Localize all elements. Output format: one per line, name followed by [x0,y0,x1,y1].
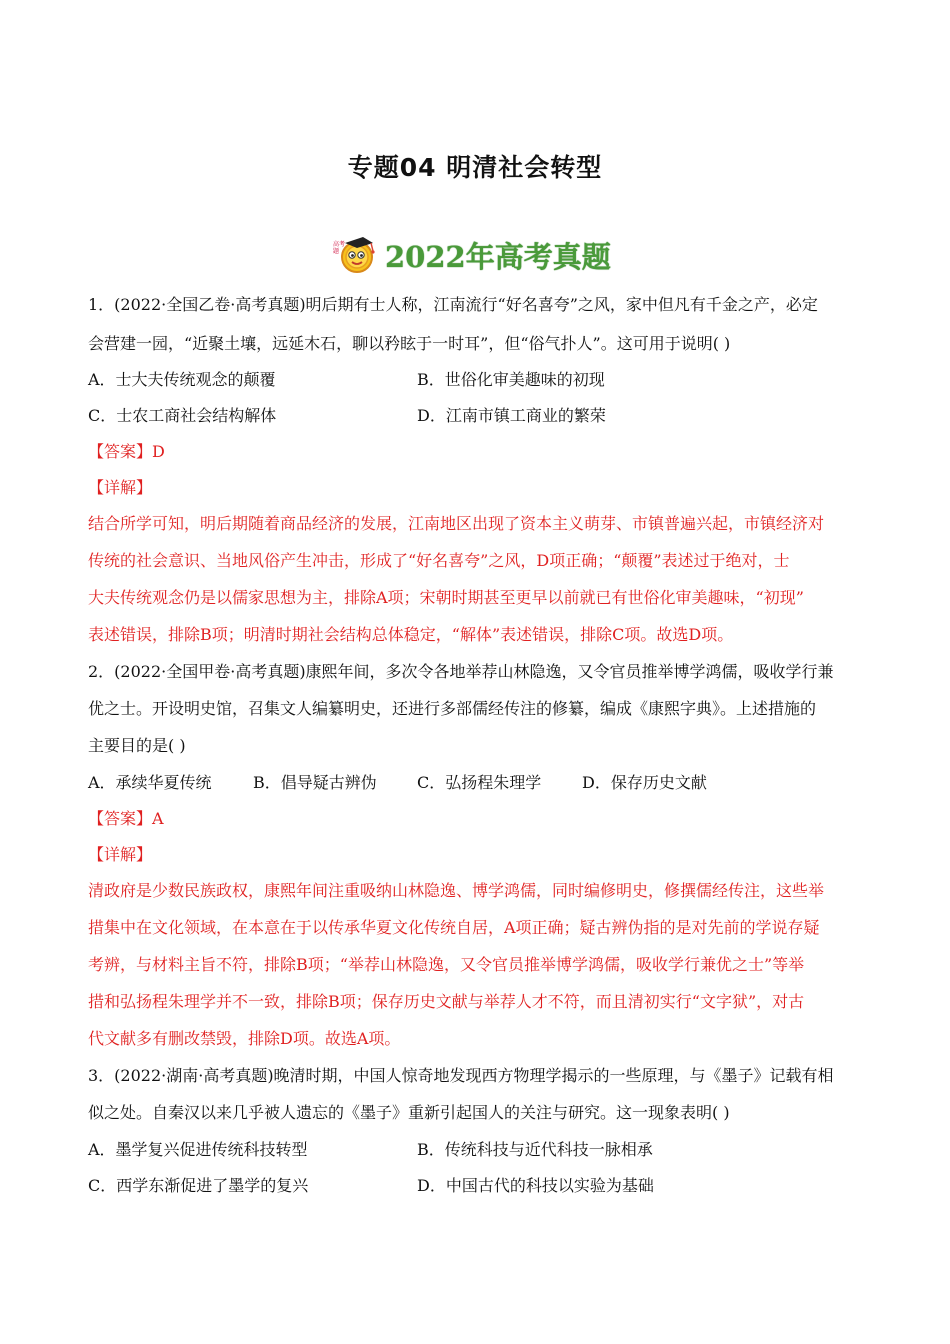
q1-detail-line-3: 大夫传统观念仍是以儒家思想为主，排除A项；宋朝时期甚至更早以前就已有世俗化审美趣味，“初现” [88,588,804,607]
banner-text: 2022年高考真题 [385,239,611,274]
q2-detail-line-5: 代文献多有删改禁毁，排除D项。故选A项。 [88,1029,401,1048]
q1-option-a: A．士大夫传统观念的颠覆 [88,370,276,389]
page-title: 专题04 明清社会转型 [347,153,603,182]
q3-option-d: D．中国古代的科技以实验为基础 [417,1176,654,1195]
q2-detail-line-2: 措集中在文化领域，在本意在于以传承华夏文化传统自居，A项正确；疑古辨伪指的是对先前的学说存疑 [88,918,820,937]
q2-line-1: 2．(2022·全国甲卷·高考真题)康熙年间，多次令各地举荐山林隐逸，又令官员推举博学鸿儒，吸收学行兼 [88,662,834,681]
q3-option-b: B．传统科技与近代科技一脉相承 [417,1140,653,1159]
q2-detail-line-4: 措和弘扬程朱理学并不一致，排除B项；保存历史文献与举荐人才不符，而且清初实行“文字狱”，对古 [88,992,805,1011]
q2-option-b: B．倡导疑古辨伪 [253,773,377,792]
q1-line-1: 1．(2022·全国乙卷·高考真题)明后期有士人称，江南流行“好名喜夸”之风，家中但凡有千金之产，必定 [88,295,818,314]
q2-option-c: C．弘扬程朱理学 [417,773,542,792]
q2-detail-label: 【详解】 [88,845,153,864]
q3-option-a: A．墨学复兴促进传统科技转型 [88,1140,308,1159]
q1-detail-line-4: 表述错误，排除B项；明清时期社会结构总体稳定，“解体”表述错误，排除C项。故选D项。 [88,625,734,644]
q1-detail-label: 【详解】 [88,478,153,497]
q2-line-2: 优之士。开设明史馆，召集文人编纂明史，还进行多部儒经传注的修纂，编成《康熙字典》。上述措施的 [88,699,817,718]
q1-option-c: C．士农工商社会结构解体 [88,406,277,425]
q1-detail-line-1: 结合所学可知，明后期随着商品经济的发展，江南地区出现了资本主义萌芽、市镇普遍兴起，市镇经济对 [88,514,825,533]
q2-option-d: D．保存历史文献 [582,773,707,792]
q2-detail-line-3: 考辨，与材料主旨不符，排除B项；“举荐山林隐逸，又令官员推举博学鸿儒，吸收学行兼优之士”等举 [88,955,805,974]
q2-answer: 【答案】A [88,809,164,828]
q3-line-1: 3．(2022·湖南·高考真题)晚清时期，中国人惊奇地发现西方物理学揭示的一些原理，与《墨子》记载有相 [88,1066,834,1085]
q1-line-2: 会营建一园，“近聚土壤，远延木石，聊以矜眩于一时耳”，但“俗气扑人”。这可用于说明( ) [88,334,731,353]
section-banner [333,233,611,277]
q2-option-a: A．承续华夏传统 [88,773,212,792]
q1-detail-line-2: 传统的社会意识、当地风俗产生冲击，形成了“好名喜夸”之风，D项正确；“颠覆”表述过于绝对，士 [88,551,790,570]
q3-option-c: C．西学东渐促进了墨学的复兴 [88,1176,309,1195]
q1-answer: 【答案】D [88,442,165,461]
q3-line-2: 似之处。自秦汉以来几乎被人遗忘的《墨子》重新引起国人的关注与研究。这一现象表明( ) [88,1103,730,1122]
q2-line-3: 主要目的是( ) [88,736,186,755]
q1-option-d: D．江南市镇工商业的繁荣 [417,406,606,425]
logo-caption: 高考题 [333,241,346,255]
scholar-mascot-icon [333,233,381,277]
q2-detail-line-1: 清政府是少数民族政权，康熙年间注重吸纳山林隐逸、博学鸿儒，同时编修明史，修撰儒经传注，这些举 [88,881,825,900]
q1-option-b: B．世俗化审美趣味的初现 [417,370,605,389]
